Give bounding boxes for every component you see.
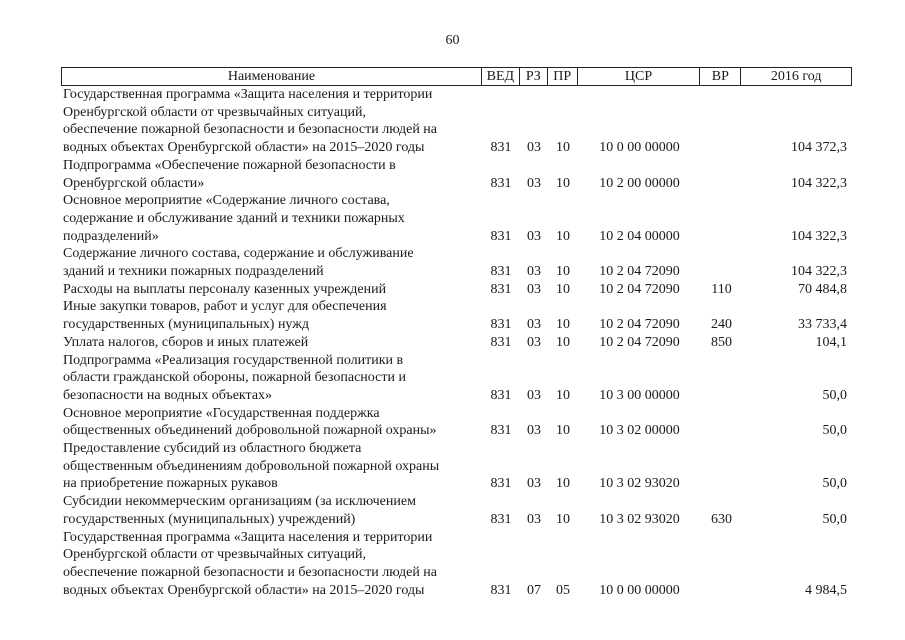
row-name: Подпрограмма «Обеспечение пожарной безопасности в Оренбургской области» xyxy=(63,157,396,191)
budget-table xyxy=(61,67,852,599)
row-rz: 03 xyxy=(527,228,541,244)
row-ved: 831 xyxy=(490,317,512,333)
row-ved: 831 xyxy=(490,140,512,156)
table-row xyxy=(61,245,852,280)
table-row xyxy=(61,86,852,157)
row-csr: 10 3 00 00000 xyxy=(599,387,680,403)
row-name: Расходы на выплаты персоналу казенных учреждений xyxy=(63,281,387,297)
row-pr: 10 xyxy=(556,423,570,439)
row-sum: 50,0 xyxy=(822,511,847,527)
row-rz: 03 xyxy=(527,281,541,297)
row-rz: 03 xyxy=(527,476,541,492)
row-sum: 104 322,3 xyxy=(791,175,847,191)
table-row xyxy=(61,157,852,192)
row-name: Содержание личного состава, содержание и обслуживание зданий и техники пожарных подразделений xyxy=(63,246,414,280)
row-ved: 831 xyxy=(490,334,512,350)
row-pr: 10 xyxy=(556,317,570,333)
row-pr: 10 xyxy=(556,281,570,297)
row-name: Государственная программа «Защита населения и территории Оренбургской области от чрезвычайных ситуаций, обеспечение пожарной безопасности и безопасности людей на водных объектах Оренбургской области» на 2015–2020 годы xyxy=(63,87,438,156)
row-csr: 10 2 04 72090 xyxy=(599,281,680,297)
table-row xyxy=(61,405,852,440)
row-sum: 50,0 xyxy=(822,423,847,439)
row-sum: 50,0 xyxy=(822,387,847,403)
row-pr: 10 xyxy=(556,264,570,280)
row-vr: 630 xyxy=(711,511,732,527)
row-pr: 10 xyxy=(556,175,570,191)
row-csr: 10 3 02 00000 xyxy=(599,423,680,439)
row-rz: 03 xyxy=(527,264,541,280)
header-rz: РЗ xyxy=(520,68,548,85)
row-csr: 10 2 04 72090 xyxy=(599,264,680,280)
row-rz: 03 xyxy=(527,140,541,156)
row-sum: 50,0 xyxy=(822,476,847,492)
row-ved: 831 xyxy=(490,264,512,280)
row-vr: 850 xyxy=(711,334,732,350)
row-pr: 10 xyxy=(556,334,570,350)
row-pr: 10 xyxy=(556,476,570,492)
table-body xyxy=(61,86,852,599)
row-vr: 240 xyxy=(711,317,732,333)
row-sum: 104,1 xyxy=(815,334,847,350)
row-ved: 831 xyxy=(490,511,512,527)
row-pr: 10 xyxy=(556,228,570,244)
row-sum: 104 322,3 xyxy=(791,264,847,280)
row-ved: 831 xyxy=(490,476,512,492)
row-name: Государственная программа «Защита населения и территории Оренбургской области от чрезвычайных ситуаций, обеспечение пожарной безопасности и безопасности людей на водных объектах Оренбургской области» на 2015–2020 годы xyxy=(63,529,438,598)
header-year: 2016 год xyxy=(770,69,822,84)
row-pr: 05 xyxy=(556,582,570,598)
row-sum: 33 733,4 xyxy=(798,317,847,333)
row-name: Субсидии некоммерческим организациям (за исключением государственных (муниципальных) учреждений) xyxy=(63,494,416,527)
table-row xyxy=(61,493,852,528)
row-pr: 10 xyxy=(556,387,570,403)
row-name: Предоставление субсидий из областного бюджета общественным объединениям добровольной пожарной охраны на приобретение пожарных рукавов xyxy=(63,441,440,492)
table-row xyxy=(61,440,852,493)
row-csr: 10 0 00 00000 xyxy=(599,140,680,156)
row-rz: 03 xyxy=(527,334,541,350)
row-vr: 110 xyxy=(711,281,732,297)
row-csr: 10 0 00 00000 xyxy=(599,582,680,598)
table-row xyxy=(61,352,852,405)
table-row xyxy=(61,529,852,600)
row-name: Основное мероприятие «Государственная поддержка общественных объединений добровольной пожарной охраны» xyxy=(63,405,437,439)
row-csr: 10 2 04 00000 xyxy=(599,228,680,244)
row-rz: 07 xyxy=(527,582,541,598)
table-row xyxy=(61,192,852,245)
row-ved: 831 xyxy=(490,228,512,244)
header-ved: ВЕД xyxy=(482,68,520,85)
row-name: Основное мероприятие «Содержание личного состава, содержание и обслуживание зданий и техники пожарных подразделений» xyxy=(63,193,405,244)
row-ved: 831 xyxy=(490,582,512,598)
row-sum: 104 372,3 xyxy=(791,140,847,156)
row-csr: 10 2 04 72090 xyxy=(599,334,680,350)
row-sum: 104 322,3 xyxy=(791,228,847,244)
header-name: Наименование xyxy=(62,68,482,85)
row-sum: 4 984,5 xyxy=(805,582,847,598)
row-name: Иные закупки товаров, работ и услуг для обеспечения государственных (муниципальных) нужд xyxy=(63,299,387,333)
row-rz: 03 xyxy=(527,175,541,191)
row-pr: 10 xyxy=(556,140,570,156)
row-name: Уплата налогов, сборов и иных платежей xyxy=(63,334,309,350)
row-csr: 10 3 02 93020 xyxy=(599,511,680,527)
row-csr: 10 2 04 72090 xyxy=(599,317,680,333)
row-ved: 831 xyxy=(490,423,512,439)
row-rz: 03 xyxy=(527,511,541,527)
table-header xyxy=(61,67,852,86)
table-row xyxy=(61,281,852,299)
row-sum: 70 484,8 xyxy=(798,281,847,297)
header-pr: ПР xyxy=(548,68,578,85)
table-row xyxy=(61,334,852,352)
row-csr: 10 2 00 00000 xyxy=(599,175,680,191)
page-number: 60 xyxy=(445,33,460,48)
row-rz: 03 xyxy=(527,387,541,403)
row-ved: 831 xyxy=(490,387,512,403)
row-ved: 831 xyxy=(490,175,512,191)
header-csr: ЦСР xyxy=(578,68,701,85)
header-vr: ВР xyxy=(700,68,741,85)
row-rz: 03 xyxy=(527,317,541,333)
row-ved: 831 xyxy=(490,281,512,297)
row-pr: 10 xyxy=(556,511,570,527)
row-csr: 10 3 02 93020 xyxy=(599,476,680,492)
row-rz: 03 xyxy=(527,423,541,439)
table-row xyxy=(61,298,852,333)
row-name: Подпрограмма «Реализация государственной политики в области гражданской обороны, пожарной безопасности и безопасности на водных объектах» xyxy=(63,352,406,403)
